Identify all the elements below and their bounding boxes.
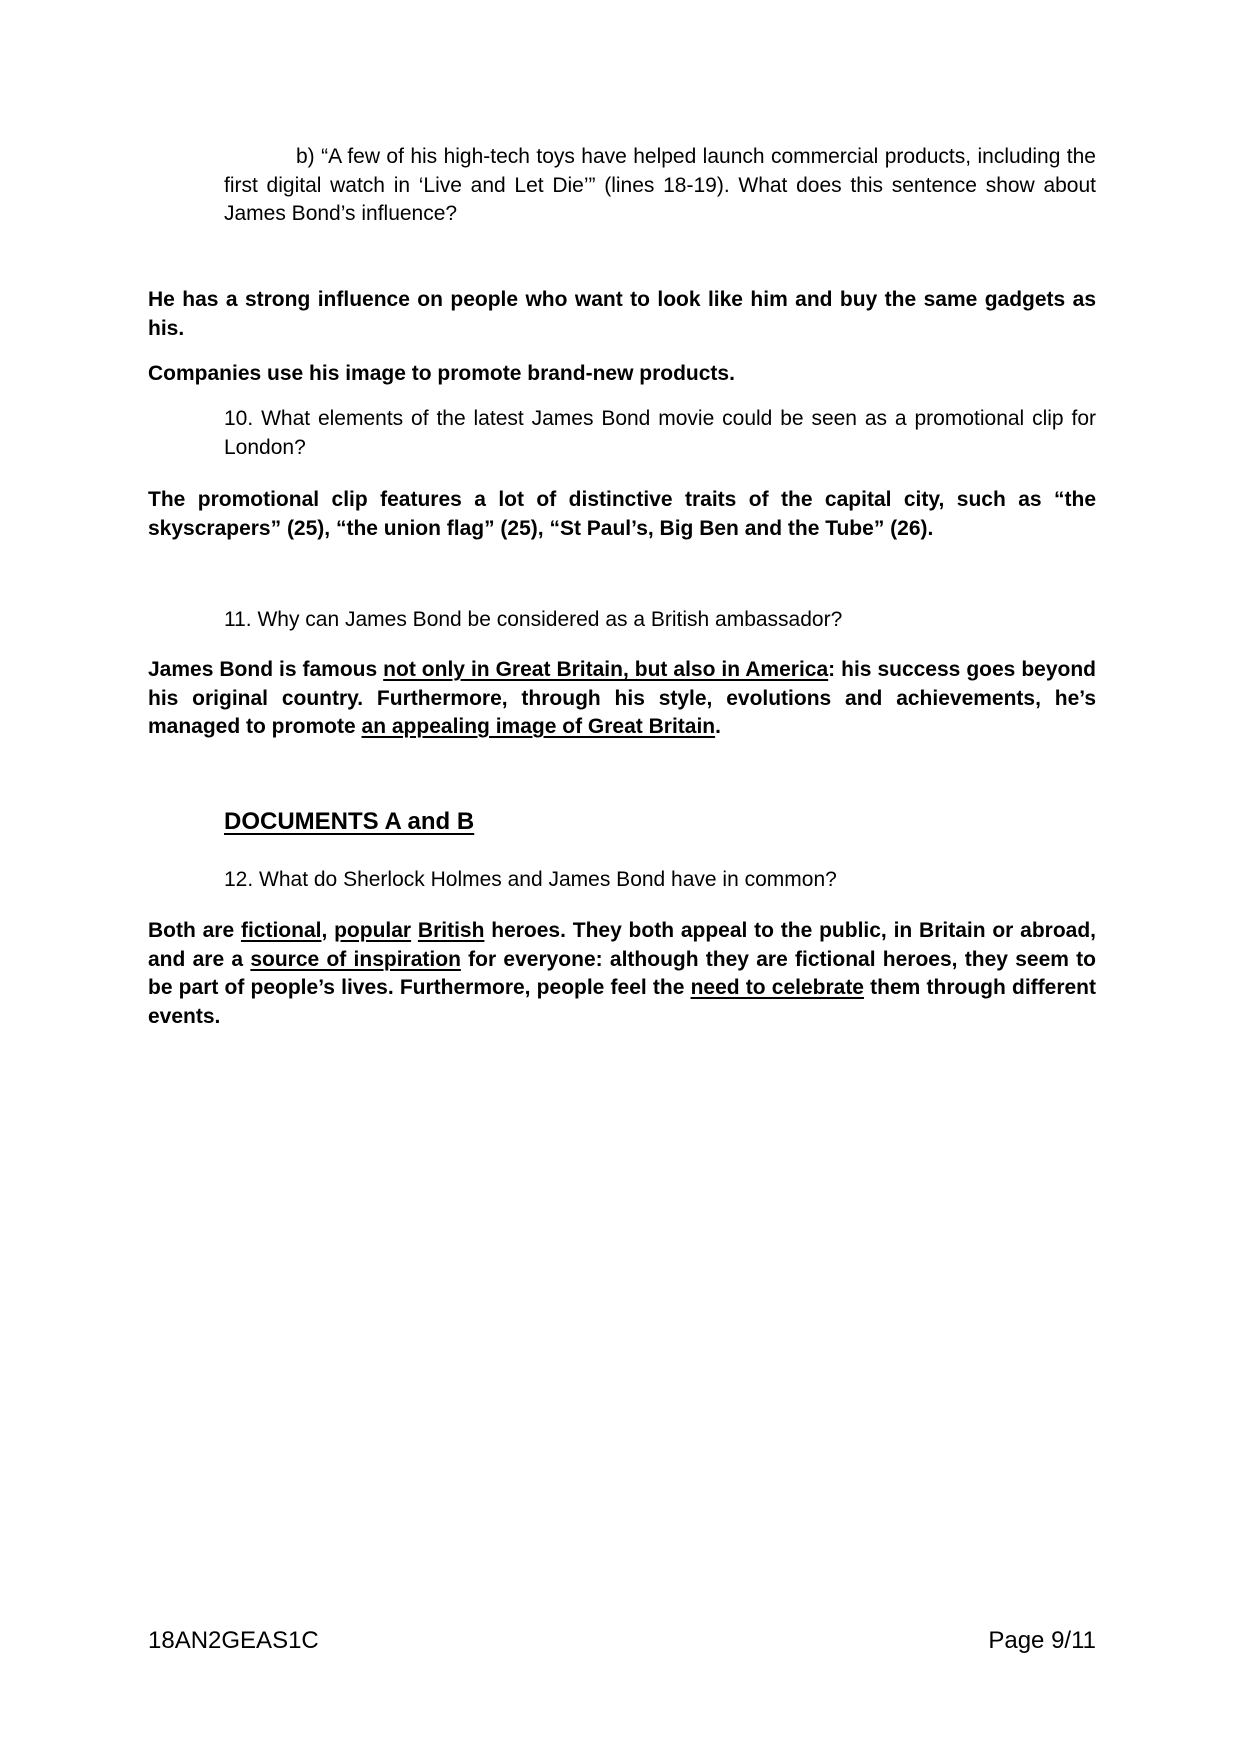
question-11: 11. Why can James Bond be considered as a British ambassador? bbox=[224, 608, 843, 631]
answer-10: The promotional clip features a lot of distinctive traits of the capital city, such as “the skyscrapers” (25), “the union flag” (25), “St Paul’s, Big Ben and the Tube” (26). bbox=[148, 488, 1096, 540]
answer-12-underline: popular bbox=[334, 919, 412, 942]
question-9b-text: b) “A few of his high-tech toys have helped launch commercial products, including the first digital watch in ‘Live and Let Die’” (lines 18-19). What does this sentence show about James Bond’s influence? bbox=[224, 145, 1096, 225]
answer-11 bbox=[148, 656, 1096, 742]
answer-11-text: . bbox=[715, 715, 721, 738]
answer-9b-line2: Companies use his image to promote brand-new products. bbox=[148, 362, 735, 385]
answer-12-underline: need to celebrate bbox=[690, 976, 864, 999]
answer-12 bbox=[148, 917, 1096, 1031]
footer-page-number: Page 9/11 bbox=[988, 1627, 1096, 1654]
section-heading: DOCUMENTS A and B bbox=[224, 808, 475, 835]
answer-11-underline: not only in Great Britain, but also in America bbox=[383, 658, 829, 681]
footer-document-code: 18AN2GEAS1C bbox=[148, 1627, 319, 1654]
answer-12-text bbox=[411, 919, 418, 942]
answer-11-text: James Bond is famous bbox=[148, 658, 384, 681]
answer-12-text: heroes. They both appeal to the public, in Britain or abroad, and are a bbox=[148, 919, 1096, 971]
answer-11-text: : his success goes beyond his original country. Furthermore, through his style, evolutions and achievements, he’s managed to promote bbox=[148, 658, 1096, 738]
answer-12-text: , bbox=[321, 919, 335, 942]
answer-12-underline: fictional bbox=[240, 919, 322, 942]
answer-12-text: Both are bbox=[148, 919, 241, 942]
question-10: 10. What elements of the latest James Bond movie could be seen as a promotional clip for London? bbox=[224, 407, 1096, 459]
answer-12-text: for everyone: although they are fictional heroes, they seem to be part of people’s lives. Furthermore, people feel the bbox=[148, 947, 1096, 999]
answer-12-underline: British bbox=[417, 919, 485, 942]
question-9b bbox=[224, 143, 1096, 229]
answer-12-text: them through different events. bbox=[148, 976, 1097, 1028]
answer-9b-line1: He has a strong influence on people who want to look like him and buy the same gadgets as his. bbox=[148, 288, 1096, 340]
question-12: 12. What do Sherlock Holmes and James Bond have in common? bbox=[224, 868, 837, 891]
answer-11-underline: an appealing image of Great Britain bbox=[361, 715, 716, 738]
answer-12-underline: source of inspiration bbox=[250, 947, 461, 971]
